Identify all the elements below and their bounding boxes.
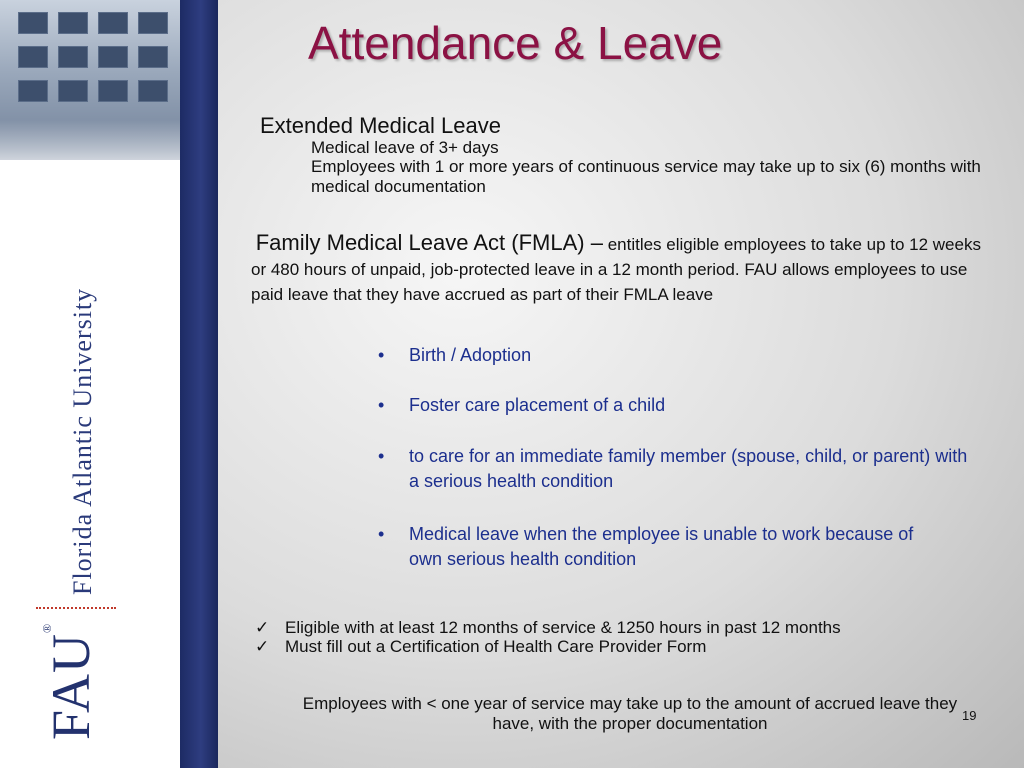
fau-logo: FAU® bbox=[40, 622, 101, 740]
checkmark-icon: ✓ bbox=[255, 618, 270, 637]
slide-title: Attendance & Leave bbox=[308, 17, 723, 69]
list-item-text: Medical leave when the employee is unable to work because of own serious health condition bbox=[409, 524, 914, 569]
bullet-dot-icon: • bbox=[378, 345, 385, 365]
university-name: Florida Atlantic University bbox=[68, 287, 97, 595]
bullet-dot-icon: • bbox=[378, 395, 385, 415]
check-item-text: Eligible with at least 12 months of service & 1250 hours in past 12 months bbox=[285, 618, 841, 637]
check-item bbox=[255, 637, 706, 657]
bullet-dot-icon: • bbox=[378, 524, 385, 544]
list-item-text: Foster care placement of a child bbox=[409, 395, 666, 415]
extended-leave-line-2: Employees with 1 or more years of continuous service may take up to six (6) months with medical documentation bbox=[311, 157, 981, 196]
bullet-dot-icon: • bbox=[378, 446, 385, 466]
list-item bbox=[378, 522, 918, 572]
footer-note: Employees with < one year of service may take up to the amount of accrued leave they have, with the proper documentation bbox=[302, 694, 958, 733]
check-item-text: Must fill out a Certification of Health Care Provider Form bbox=[285, 637, 707, 656]
extended-leave-line-1: Medical leave of 3+ days bbox=[311, 138, 499, 157]
fau-logo-text: FAU bbox=[41, 632, 101, 740]
page-number: 19 bbox=[962, 708, 977, 723]
check-item bbox=[255, 618, 841, 638]
extended-leave-heading: Extended Medical Leave bbox=[260, 113, 501, 138]
sidebar-blue-bar bbox=[180, 0, 218, 768]
dotted-divider bbox=[36, 607, 116, 609]
fmla-paragraph bbox=[251, 230, 981, 307]
list-item bbox=[378, 444, 968, 494]
fmla-heading: Family Medical Leave Act (FMLA) – bbox=[255, 230, 603, 255]
list-item-text: to care for an immediate family member (spouse, child, or parent) with a serious health condition bbox=[409, 446, 968, 491]
checkmark-icon: ✓ bbox=[255, 637, 270, 656]
photo-fade bbox=[0, 120, 180, 180]
list-item bbox=[378, 343, 978, 368]
fmla-body: entitles eligible employees to take up to 12 weeks or 480 hours of unpaid, job-protected leave in a 12 month period. FAU allows employees to use paid leave that they have accrued as part of their FMLA leave bbox=[251, 235, 981, 304]
list-item bbox=[378, 393, 978, 418]
sidebar bbox=[0, 0, 218, 768]
list-item-text: Birth / Adoption bbox=[409, 345, 532, 365]
